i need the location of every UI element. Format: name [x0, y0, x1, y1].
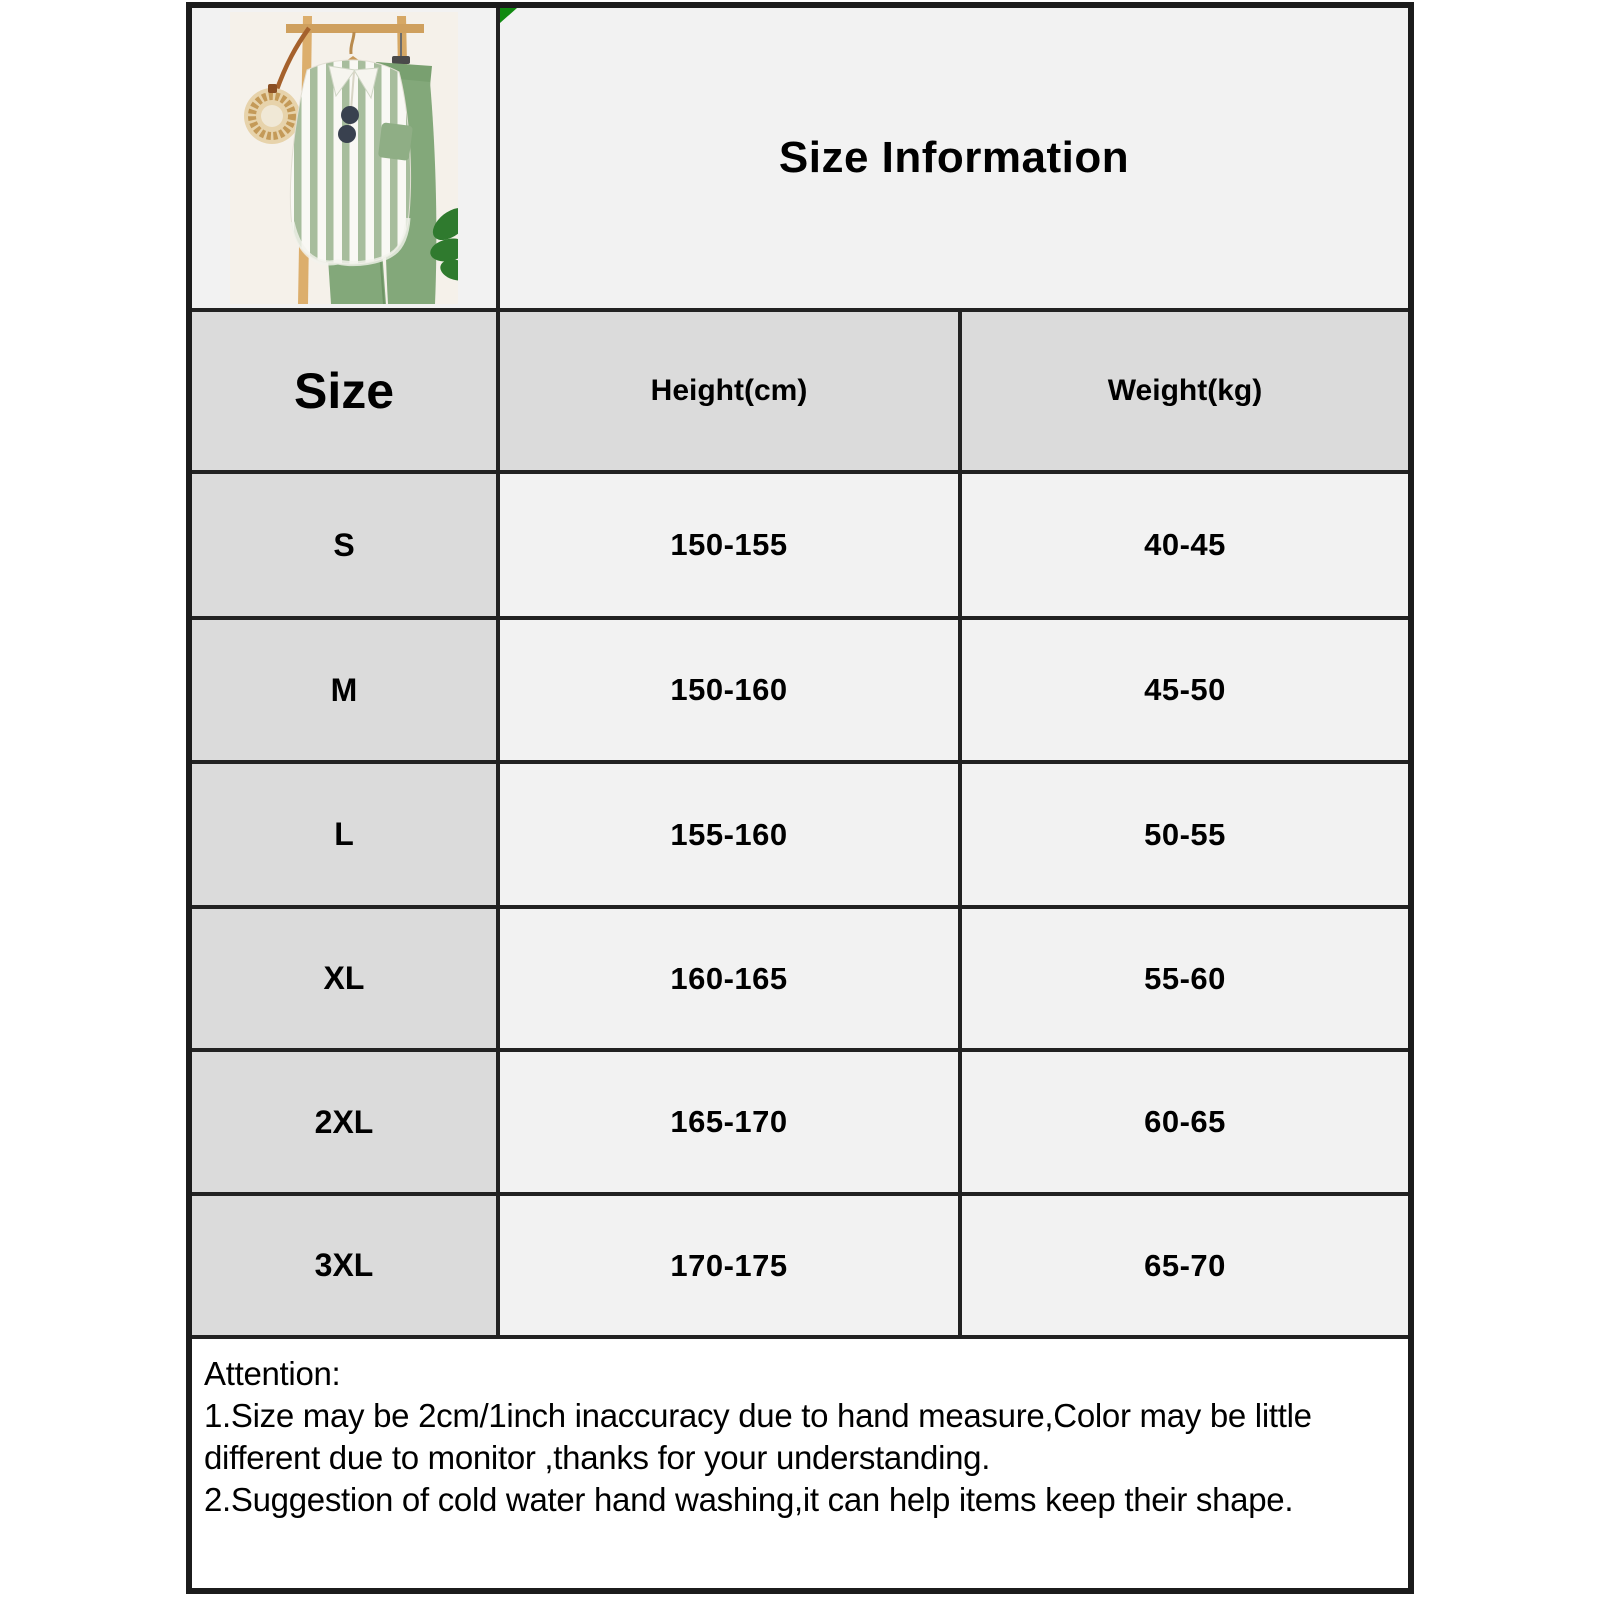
- height-value-2xl: 165-170: [500, 1052, 958, 1192]
- size-label-3xl: 3XL: [192, 1196, 496, 1335]
- attention-note-2: 2.Suggestion of cold water hand washing,it can help items keep their shape.: [204, 1481, 1294, 1518]
- page-title: Size Information: [778, 133, 1130, 182]
- attention-section: [192, 1339, 1408, 1588]
- size-label-l: L: [192, 764, 496, 905]
- weight-value-s: 40-45: [962, 474, 1408, 616]
- size-label-xl: XL: [192, 909, 496, 1048]
- height-value-xl: 160-165: [500, 909, 958, 1048]
- weight-value-3xl: 65-70: [962, 1196, 1408, 1335]
- weight-value-m: 45-50: [962, 620, 1408, 760]
- height-value-l: 155-160: [500, 764, 958, 905]
- height-value-m: 150-160: [500, 620, 958, 760]
- size-label-m: M: [192, 620, 496, 760]
- height-value-s: 150-155: [500, 474, 958, 616]
- attention-note-1: 1.Size may be 2cm/1inch inaccuracy due to hand measure,Color may be little different due to monitor ,thanks for your understanding.: [204, 1397, 1312, 1476]
- product-photo-cell: [192, 8, 496, 308]
- weight-value-l: 50-55: [962, 764, 1408, 905]
- title-cell: [500, 8, 1408, 308]
- size-label-s: S: [192, 474, 496, 616]
- column-header-size: Size: [192, 312, 496, 470]
- product-photo: [230, 12, 458, 304]
- size-chart-table: [186, 2, 1414, 1594]
- column-header-height: Height(cm): [500, 312, 958, 470]
- size-label-2xl: 2XL: [192, 1052, 496, 1192]
- attention-heading: Attention:: [204, 1355, 341, 1392]
- weight-value-2xl: 60-65: [962, 1052, 1408, 1192]
- height-value-3xl: 170-175: [500, 1196, 958, 1335]
- weight-value-xl: 55-60: [962, 909, 1408, 1048]
- corner-flag-icon: [500, 8, 517, 23]
- column-header-weight: Weight(kg): [962, 312, 1408, 470]
